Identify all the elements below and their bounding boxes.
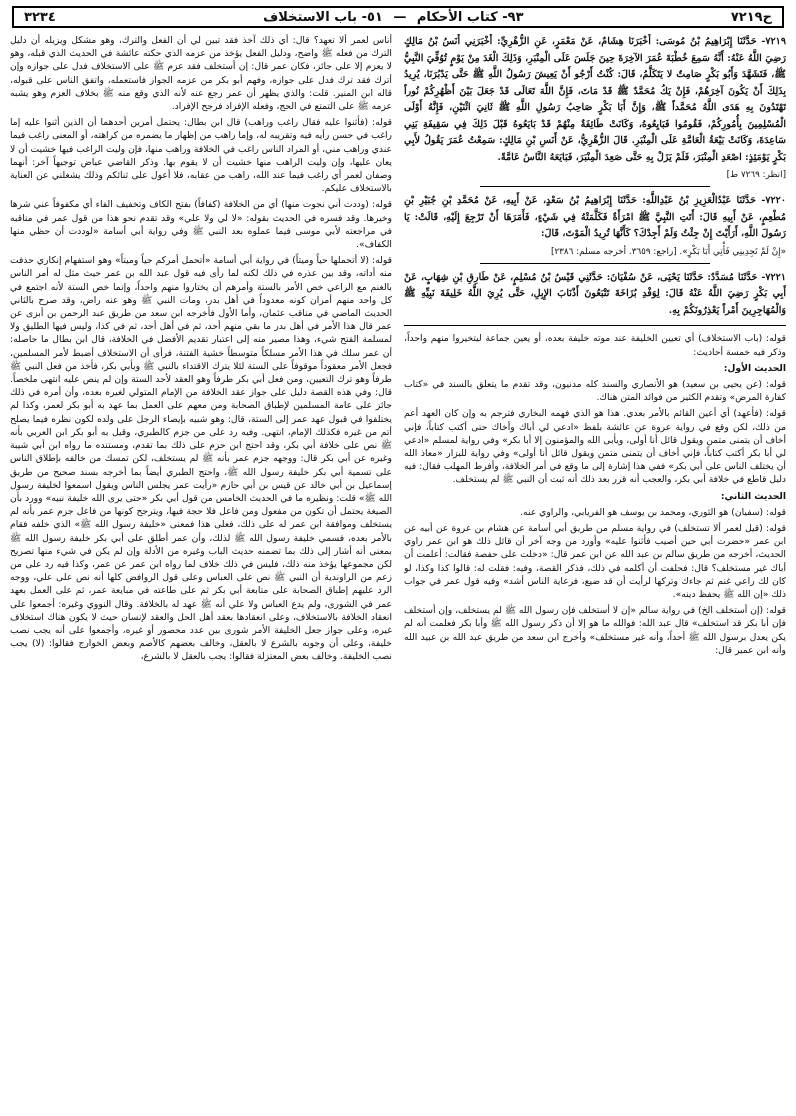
hadith-7220: ٧٢٢٠- حَدَّثَنَا عَبْدُالْعَزِيزِ بْنُ عَبْدِاللَّهِ: حَدَّثَنَا إِبْرَاهِيمُ بْنُ سَعْدٍ، عَنْ أَبِيهِ، عَنْ مُحَمَّدِ بْنِ جُبَيْرِ بْنِ مُطْعِمٍ، عَنْ أَبِيهِ قَالَ: أَتَتِ النَّبِيَّ ﷺ امْرَأَةٌ فَكَلَّمَتْهُ فِي شَيْءٍ، فَأَمَرَهَا أَنْ تَرْجِعَ إِلَيْهِ، قَالَتْ: يَا رَسُولَ اللَّهِ، أَرَأَيْتَ إِنْ جِئْتُ وَلَمْ أَجِدْكَ؟ كَأَنَّهَا تُرِيدُ الْمَوْتَ، قَالَ: (404, 195, 786, 240)
commentary-subheading: الحديث الثاني: (720, 490, 786, 502)
commentary-paragraph: قوله: (سفيان) هو الثوري، ومحمد بن يوسف هو الفريابي، والراوي عنه. (520, 506, 786, 518)
commentary-subheading: الحديث الأول: (723, 362, 786, 374)
header-title (263, 10, 523, 25)
commentary-paragraph: قوله: (فأعهد) أي أعين القائم بالأمر بعدي. هذا هو الذي فهمه البخاري فترجم به وإن كان العهد أعم من ذلك، لكن وقع في رواية عروة عن عائشة بلفظ «ادعي لي أباك وأخاك حتى أكتب كتاباً، فإني أخاف أن يتمنى متمن ويقول قائل أنا أولى، ويأبى الله والمؤمنون إلا أبا بكر» وفي رواية لمسلم «ادعي لي أبا بكر أكتب كتاباً، فإني أخاف أن يتمنى متمن ويقول قائل أنا أولى» وفي رواية للبزار «معاذ الله أن يختلف الناس على أبي بكر» ففي هذا إشارة إلى ما وقع في أمر الخلافة، وأفرط المهلب فقال: فيه دليل قاطع في خلافة أبي بكر، والعجب أنه قرر بعد ذلك أنه ثبت أن النبي ﷺ لم يستخلف. (404, 408, 786, 486)
commentary-paragraph: قوله: (عن يحيى بن سعيد) هو الأنصاري والسند كله مدنيون، وقد تقدم ما يتعلق بالسند في «كتاب كفارة المرض» وتقدم الكثير من فوائد المتن هناك. (404, 379, 786, 404)
commentary-paragraph: أناس لعمر ألا تعهد؟ قال: أي ذلك آخذ فقد تبين لي أن الفعل والترك، وهو مشكل ويزيله أن دليل الترك من فعله ﷺ واضح، ودليل الفعل يؤخذ من عزمه الذي حكته عائشة في الحديث الذي قبله، وهو لا يعزم إلا على جائز، فكان عمر قال: إن أستخلف فقد عزم ﷺ على الاستخلاف فدل على جوازه وإن أترك فقد ترك فدل على جوازه، وفهم أبو بكر من عزمه الجواز فاستعمله، واتفق الناس على قبوله، قاله ابن المنير. قلت: والذي يظهر أن عمر رجع عنه لأنه الذي وقع منه ﷺ بخلاف العزم وهو يشبه عزمه ﷺ على التمتع في الحج، وفعله الإفراد فرجح الإفراد. (10, 35, 392, 113)
section-divider (480, 186, 709, 187)
header-page-number: ٣٢٣٤ (24, 9, 56, 25)
page-header (12, 6, 784, 28)
commentary-paragraph: قوله: (إن أستخلف الخ) في رواية سالم «إن لا أستخلف فإن رسول الله ﷺ لم يستخلف، وإن أستخلف فإن أبا بكر قد استخلف» قال عبد الله: فوالله ما هو إلا أن ذكر رسول الله ﷺ وأبا بكر فعلمت أنه لم يكن يعدل برسول الله ﷺ أحداً، وأنه غير مستخلف» وأخرج ابن سعد من طريق عبد الله بن عبيد الله وأنه ابن عمير قال: (404, 605, 786, 656)
commentary-paragraph: قوله: (باب الاستخلاف) أي تعيين الخليفة عند موته خليفة بعده، أو يعين جماعة ليتخيروا منهم واحداً، وذكر فيه خمسة أحاديث: (404, 333, 786, 358)
header-hadith-ref: ح٧٢١٩ (730, 9, 772, 25)
hadith-7219-reference: [انظر: ٧٢٦٩ ط] (726, 170, 786, 180)
header-book: ٩٣- كتاب الأحكام (416, 9, 524, 25)
text-columns (10, 34, 786, 1110)
header-chapter: ٥١- باب الاستخلاف (263, 9, 383, 25)
hadith-7219: ٧٢١٩- حَدَّثَنَا إِبْرَاهِيمُ بْنُ مُوسَى: أَخْبَرَنَا هِشَامٌ، عَنْ مَعْمَرٍ، عَنِ الزُّهْرِيِّ: أَخْبَرَنِي أَنَسُ بْنُ مَالِكٍ رَضِيَ اللَّهُ عَنْهُ: أَنَّهُ سَمِعَ خُطْبَةَ عُمَرَ الآخِرَةَ حِينَ جَلَسَ عَلَى الْمِنْبَرِ، وَذَلِكَ الْغَدَ مِنْ يَوْمٍ تُوُفِّيَ النَّبِيُّ ﷺ، فَتَشَهَّدَ وَأَبُو بَكْرٍ صَامِتٌ لا يَتَكَلَّمُ، قَالَ: كُنْتُ أَرْجُو أَنْ يَعِيشَ رَسُولُ اللَّهِ ﷺ حَتَّى يَدْبُرَنَا، يُرِيدُ بِذَلِكَ أَنْ يَكُونَ آخِرَهُمْ، فَإِنْ يَكُ مُحَمَّدٌ ﷺ قَدْ مَاتَ، فَإِنَّ اللَّهَ تَعَالَى قَدْ جَعَلَ بَيْنَ أَظْهُرِكُمْ نُوراً تَهْتَدُونَ بِهِ هَدَى اللَّهُ مُحَمَّداً ﷺ، وَإِنَّ أَبَا بَكْرٍ صَاحِبُ رَسُولِ اللَّهِ ﷺ ثَانِيَ اثْنَيْنِ، فَإِنَّهُ أَوْلَى الْمُسْلِمِينَ بِأُمُورِكُمْ، فَقُومُوا فَبَايِعُوهُ، وَكَانَتْ طَائِفَةٌ مِنْهُمْ قَدْ بَايَعُوهُ قَبْلَ ذَلِكَ فِي سَقِيفَةِ بَنِي سَاعِدَةَ، وَكَانَتْ بَيْعَةُ الْعَامَّةِ عَلَى الْمِنْبَرِ. قَالَ الزُّهْرِيُّ، عَنْ أَنَسِ بْنِ مَالِكٍ: سَمِعْتُ عُمَرَ يَقُولُ لأَبِي بَكْرٍ يَوْمَئِذٍ: اصْعَدِ الْمِنْبَرَ، فَلَمْ يَزَلْ بِهِ حَتَّى صَعِدَ الْمِنْبَرَ، فَبَايَعَهُ النَّاسُ عَامَّةً. (404, 36, 786, 163)
header-separator: — (393, 9, 407, 25)
left-column (10, 34, 392, 1110)
commentary-paragraph: قوله: (قيل لعمر ألا تستخلف) في رواية مسلم من طريق أبي أسامة عن هشام بن عروة عن أبيه عن ابن عمر «حضرت أبي حين أصيب فأثنوا عليه» وأورد من وجه آخر أن قائل ذلك هو ابن عمر راوي الحديث، أخرجه من طريق سالم بن عبد الله عن ابن عمر قال: «دخلت على حفصة فقالت: أعلمت أن أباك غير مستخلف؟ قال: فحلفت أن أكلمه في ذلك، فذكر القصة، وفيه: فقلت له: قالوا كذا وكذا، لو كان لك راعي غنم ثم جاءك وتركها لرأيت أن قد ضيع، فرعاية الناس أشد» وفيه قول عمر في جواب ذلك «إن الله ﷺ يحفظ دينه». (404, 523, 786, 601)
commentary-paragraph: قوله: (لا أتحملها حياً وميتاً) في رواية أبي أسامة «أتحمل أمركم حياً وميتاً» وهو استفهام إنكاري حذفت منه أداته، وقد بين عذره في ذلك لكنه لما رأى فيه قول عبد الله بن عمر حيث مثل له أمر الناس بالغنم مع الراعي خص الأمر بالستة وأمرهم أن يختاروا منهم واحداً، وإنما خص الستة لأنه اجتمع في كل واحد منهم أمران كونه معدوداً في أهل بدر، ومات النبي ﷺ وهو عنه راض، وقد صرح بالثاني الحديث الماضي في مناقب عثمان، وأما الأول فأخرجه ابن سعد من طريق عبد الرحمن بن أبزى عن عمر قال هذا الأمر في أهل بدر ما بقي منهم أحد، ثم في أهل أحد، ثم في كذا، وليس فيها الطليق ولا لمسلمة الفتح شيء، وهذا مصير منه إلى اعتبار تقديم الأفضل في الخلافة، قال ابن بطال ما حاصله: أن عمر سلك في هذا الأمر مسلكاً متوسطاً خشية الفتنة، فرأى أن الاستخلاف أضبط لأمر المسلمين، فجعل الأمر معقوداً موقوفاً على الستة لئلا يترك الاقتداء بالنبي ﷺ وبأبي بكر، فأخذ من فعل النبي ﷺ طرفاً وهو ترك التعيين، ومن فعل أبي بكر طرفاً وهو العقد لأحد الستة وإن لم ينص عليه انتهى ملخصاً. قال: وفي هذه القصة دليل على جواز عقد الخلافة من الإمام المتولي لغيره بعده، وأن أمره في ذلك جائز على عامة المسلمين لإطباق الصحابة ومن معهم على العمل بما عهد به أبو بكر لعمر، وكذا لم يختلفوا في قبول عهد عمر إلى الستة، قال: وهو شبيه بإيصاء الرجل على ولده لكون نظره فيما يصلح أتم من غيره فكذلك الإمام، انتهى. وفيه رد على من جزم كالطبري، وقيل به أبو بكر ابن العربي بأنه ﷺ نص على خلافة أبي بكر، وقد احتج ابن حزم على ذلك بما تقدم، ومستنده ما رواه ابن أبي شيبة وغيره عن أبي بكر قال: ووجهه جزم عمر بأنه ﷺ لم يستخلف، لكن تمسك من خالفه بإطلاق الناس على تسمية أبي بكر خليفة رسول الله ﷺ، واحتج الطبري أيضاً بما أخرجه بسند صحيح من طريق إسماعيل بن أبي خالد عن قيس بن أبي حازم «رأيت عمر يجلس الناس ويقول اسمعوا لخليفة رسول الله ﷺ» قلت: ونظيره ما في الحديث الخامس من قول أبي بكر «حتى يرى الله خليفة نبيه» وورد بأن الصيغة يحتمل أن تكون من مفعول ومن فاعل فلا حجة فيها، ويترجح كونها من فاعل جزم عمر بأنه لم يستخلف وموافقة ابن عمر له على ذلك، فعلى هذا فمعنى «خليفة رسول الله ﷺ» الذي خلفه فقام بالأمر بعده، فسمي خليفة رسول الله ﷺ لذلك، وأن عمر أطلق على أبي بكر خليفة رسول الله ﷺ بمعنى أنه أشار إلى ذلك بما تضمنه حديث الباب وغيره من الأدلة وإن لم يكن في شيء منها تصريح لكن مجموعها يؤخذ منه ذلك، فليس في ذلك خلاف لما رواه ابن عمر عن عمر، وكذا فيه رد على من زعم من الراوندية أن النبي ﷺ نص على العباس وعلى قول الروافض كلها أنه نص على علي، ووجه الرد عليهم إطباق الصحابة على متابعة أبي بكر ثم على طاعته في مبايعة عمر، ثم على العمل بعهد عمر في الشورى، ولم يدع العباس ولا علي أنه ﷺ عهد له بالخلافة. وقال النووي وغيره: أجمعوا على انعقاد الخلافة بالاستخلاف، وعلى انعقادها بعقد أهل الحل والعقد لإنسان حيث لا يكون هناك استخلاف غيره، وعلى جواز جعل الخليفة الأمر شورى بين عدد محصور أو غيره، وأجمعوا على أنه يجب نصب خليفة، وعلى أن وجوبه بالشرع لا بالعقل، وخالف بعضهم كالأصم وبعض الخوارج فقالوا: (لا) يجب نصب الخليفة. وخالف بعض المعتزلة فقالوا: يجب بالعقل لا بالشرع، (10, 255, 392, 663)
commentary-paragraph: قوله: (وددت أني نجوت منها) أي من الخلافة (كفافاً) بفتح الكاف وتخفيف الفاء أي مكفوفاً عني شرها وخيرها. وقد فسره في الحديث بقوله: «لا لي ولا علي» وقد تقدم نحو هذا من قول عمر في مناقبه في مراجعته لأبي موسى فيما عملوه بعد النبي ﷺ وفي رواية أبي أسامة «لوددت أن حظي منها الكفاف». (10, 199, 392, 251)
hadith-7220-quote: «إِنْ لَمْ تَجِدِينِي فَأْتِي أَبَا بَكْرٍ». [راجع: ٣٦٥٩. أخرجه مسلم: ٢٣٨٦] (551, 246, 786, 257)
hadith-7221: ٧٢٢١- حَدَّثَنَا مُسَدَّدٌ: حَدَّثَنَا يَحْيَى، عَنْ سُفْيَانَ: حَدَّثَنِي قَيْسُ بْنُ مُسْلِمٍ، عَنْ طَارِقِ بْنِ شِهَابٍ، عَنْ أَبِي بَكْرٍ رَضِيَ اللَّهُ عَنْهُ قَالَ: لِوَفْدِ بُزَاخَةَ تَتْبَعُونَ أَذْنَابَ الإِبِلِ، حَتَّى يُرِيَ اللَّهُ خَلِيفَةَ نَبِيِّهِ ﷺ وَالْمُهَاجِرِينَ أَمْراً يَعْذِرُونَكُمْ بِهِ. (404, 271, 786, 316)
right-column (404, 34, 786, 1110)
commentary-paragraph: قوله: (فأثنوا عليه فقال راغب وراهب) قال ابن بطال: يحتمل أمرين أحدهما أن الذين أثنوا عليه إما راغب في حسن رأيه فيه وتقريبه له، وإما راهب من إظهار ما يضمره من كراهته، أو المعنى راغب فيما عندي وراهب مني، أو المراد الناس راغب في الخلافة وراهب منها، فإن وليت الراغب فيها خشيت أن لا يعان عليها، وإن وليت الراهب منها خشيت أن لا يقوم بها. وذكر القاضي عياض توجيهاً آخر: أنهما وصفان لعمر أي راغب فيما عند الله، راهب من عقابه، فلا أعول على ثنائكم وذلك يشغلني عن العناية بالاستخلاف عليكم. (10, 117, 392, 195)
section-divider (480, 263, 709, 264)
commentary-rule (404, 325, 786, 326)
